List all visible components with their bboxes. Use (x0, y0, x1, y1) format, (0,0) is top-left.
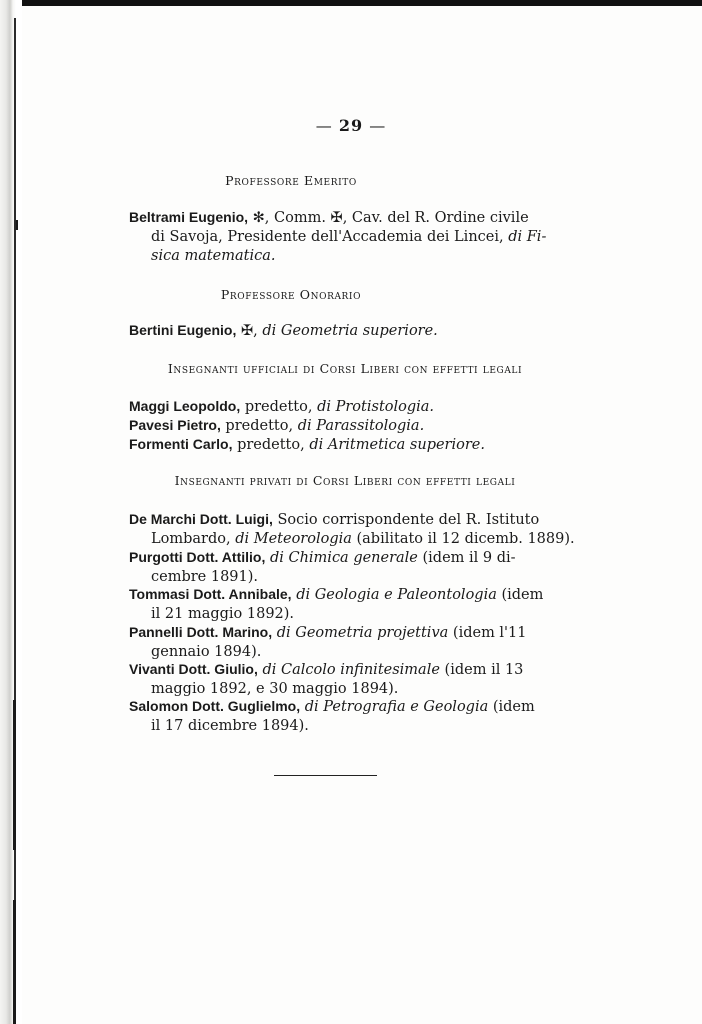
entry-text: predetto, (240, 399, 318, 415)
page-number-value: 29 (338, 116, 364, 135)
binding-shadow (0, 0, 22, 1024)
entry-beltrami (129, 208, 547, 266)
top-scan-edge (0, 0, 702, 6)
entry-name: Tommasi Dott. Annibale, (129, 586, 292, 602)
entry-purgotti (129, 548, 529, 587)
entry-text: gennaio 1894). (151, 644, 262, 660)
entry-text: maggio 1892, e 30 maggio 1894). (151, 681, 399, 697)
entry-subject: di Geometria projettiva (276, 625, 449, 641)
entry-subject: di Chimica generale (269, 550, 418, 566)
heading-professore-emerito: Professore Emerito (225, 173, 357, 188)
entry-text: predetto, (220, 418, 298, 434)
entry-name: Beltrami Eugenio, (129, 209, 249, 225)
entry-text: di Savoja, Presidente dell'Accademia dei Lincei, (151, 229, 509, 245)
left-margin-rule-dark (13, 700, 16, 850)
heading-professore-onorario: Professore Onorario (220, 287, 362, 302)
left-margin-mark (16, 220, 18, 230)
entry-maggi (129, 397, 529, 417)
entry-name: Vivanti Dott. Giulio, (129, 661, 258, 677)
entry-pavesi (129, 416, 529, 436)
entry-text: (idem il 9 di- (417, 550, 516, 566)
entry-subject: di Petrografia e Geologia (304, 699, 489, 715)
entry-name: Pannelli Dott. Marino, (129, 624, 273, 640)
entry-subject: sica matematica. (151, 248, 276, 264)
entry-subject: di Protistologia. (317, 399, 435, 415)
entry-text: (idem (488, 699, 535, 715)
entry-bertini (129, 321, 529, 341)
left-margin-rule-dark-lower (13, 900, 16, 1024)
entry-subject: di Aritmetica superiore. (309, 437, 485, 453)
entry-subject: di Calcolo infinitesimale (262, 662, 440, 678)
entry-text: il 21 maggio 1892). (151, 606, 295, 622)
entry-name: De Marchi Dott. Luigi, (129, 511, 273, 527)
entry-subject: di Parassitologia. (297, 418, 425, 434)
entry-tommasi (129, 585, 544, 624)
entry-name: Maggi Leopoldo, (129, 398, 241, 414)
left-margin-rule (14, 18, 16, 1024)
entry-name: Bertini Eugenio, (129, 322, 237, 338)
entry-de-marchi (129, 510, 575, 549)
entry-text: (idem (496, 587, 544, 603)
entry-text: il 17 dicembre 1894). (151, 718, 309, 734)
entry-text: (abilitato il 12 dicemb. 1889). (351, 531, 575, 547)
entry-text: ✻, Comm. ✠, Cav. del R. Ordine civile (248, 210, 529, 226)
entry-formenti (129, 435, 529, 455)
closing-rule (274, 775, 377, 776)
entry-text: (idem il 13 (439, 662, 524, 678)
entry-text: cembre 1891). (151, 569, 259, 585)
entry-pannelli (129, 623, 529, 662)
entry-name: Formenti Carlo, (129, 436, 233, 452)
entry-text: (idem l'11 (448, 625, 527, 641)
entry-text: predetto, (232, 437, 310, 453)
heading-insegnanti-ufficiali: Insegnanti ufficiali di Corsi Liberi con effetti legali (167, 361, 523, 376)
page-number: — 29 — (315, 116, 387, 135)
heading-insegnanti-privati: Insegnanti privati di Corsi Liberi con effetti legali (174, 473, 516, 488)
entry-name: Pavesi Pietro, (129, 417, 221, 433)
entry-subject: di Meteorologia (235, 531, 352, 547)
entry-subject: di Geologia e Paleontologia (296, 587, 497, 603)
entry-subject: di Fi- (508, 229, 547, 245)
entry-text: Lombardo, (151, 531, 236, 547)
entry-subject: di Geometria superiore. (262, 323, 438, 339)
entry-salomon (129, 697, 535, 736)
entry-text: Socio corrispondente del R. Istituto (272, 512, 540, 528)
entry-name: Purgotti Dott. Attilio, (129, 549, 266, 565)
entry-text: ✠, (236, 323, 263, 339)
entry-name: Salomon Dott. Guglielmo, (129, 698, 301, 714)
entry-vivanti (129, 660, 529, 699)
